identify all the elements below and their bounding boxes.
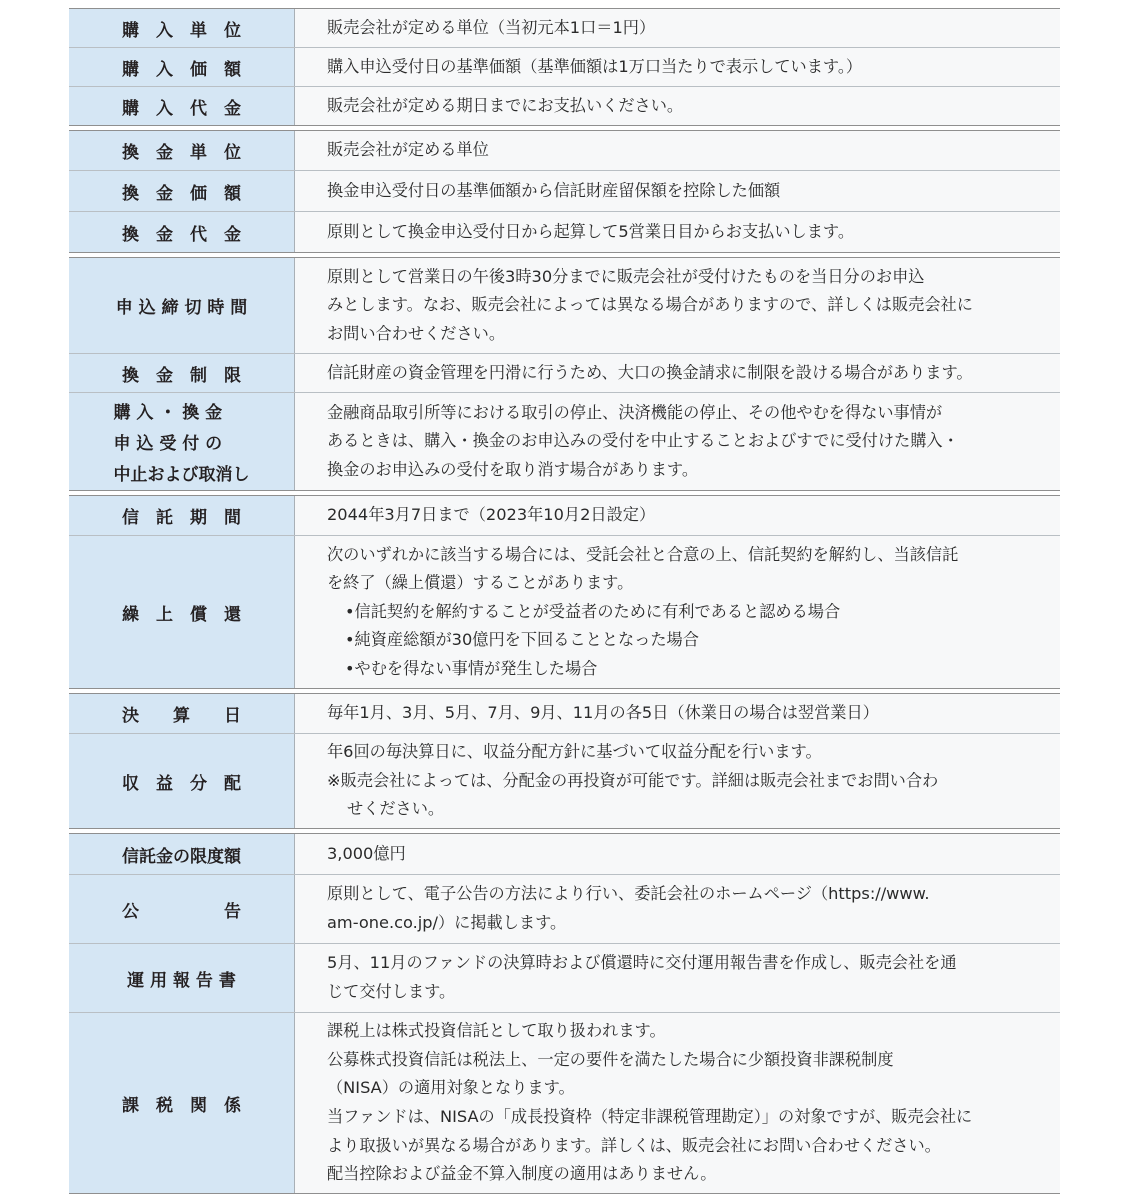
row-label-text: 申 込 締 切 時 間 bbox=[115, 298, 248, 318]
row-label-text: 購 入 ・ 換 金 bbox=[113, 403, 223, 423]
row-value bbox=[295, 131, 1060, 170]
row-label-text: 繰 上 償 還 bbox=[122, 604, 241, 625]
redemption-unit-row bbox=[69, 131, 1060, 170]
row-value-line: 購入申込受付日の基準価額（基準価額は1万口当たりで表示しています。） bbox=[327, 56, 863, 76]
row-value-line: 販売会社が定める期日までにお支払いください。 bbox=[327, 95, 684, 115]
row-value-line: 課税上は株式投資信託として取り扱われます。 bbox=[327, 1021, 666, 1041]
suspension-row bbox=[69, 392, 1060, 490]
row-value bbox=[295, 258, 1060, 353]
row-value-line: 当ファンドは、NISAの「成長投資枠（特定非課税管理勘定）」の対象ですが、販売会社に bbox=[327, 1107, 973, 1126]
row-value-line: より取扱いが異なる場合があります。詳しくは、販売会社にお問い合わせください。 bbox=[327, 1135, 941, 1155]
row-label bbox=[69, 944, 295, 1012]
row-label-text: 信託金の限度額 bbox=[122, 846, 241, 867]
redemption-limit-row bbox=[69, 353, 1060, 392]
row-value-line: 原則として換金申込受付日から起算して5営業日目からお支払いします。 bbox=[327, 221, 855, 241]
trust-limit-row bbox=[69, 834, 1060, 874]
row-label-text: 申 込 受 付 の bbox=[113, 434, 223, 454]
row-value-line: am-one.co.jp/）に掲載します。 bbox=[327, 913, 567, 932]
purchase-group bbox=[69, 8, 1060, 126]
order-group bbox=[69, 257, 1060, 491]
row-label bbox=[69, 694, 295, 733]
row-label-text: 運 用 報 告 書 bbox=[127, 970, 236, 991]
row-value bbox=[295, 834, 1060, 874]
row-label bbox=[69, 834, 295, 874]
row-value-line: 5月、11月のファンドの決算時および償還時に交付運用報告書を作成し、販売会社を通 bbox=[327, 953, 957, 973]
taxation-row bbox=[69, 1012, 1060, 1193]
row-value-line: •純資産総額が30億円を下回ることとなった場合 bbox=[345, 630, 699, 650]
row-label bbox=[69, 9, 295, 47]
row-value-line: ※販売会社によっては、分配金の再投資が可能です。詳細は販売会社までお問い合わ bbox=[327, 770, 939, 790]
row-value bbox=[295, 734, 1060, 828]
row-value-line: 原則として営業日の午後3時30分までに販売会社が受付けたものを当日分のお申込 bbox=[327, 266, 925, 286]
row-value-line: 年6回の毎決算日に、収益分配方針に基づいて収益分配を行います。 bbox=[327, 742, 822, 762]
row-label-text: 換 金 代 金 bbox=[122, 224, 241, 245]
row-label-text: 収 益 分 配 bbox=[122, 773, 241, 794]
row-value-line: お問い合わせください。 bbox=[327, 323, 506, 343]
row-value bbox=[295, 171, 1060, 211]
row-value-line: 3,000億円 bbox=[327, 843, 406, 863]
row-value bbox=[295, 212, 1060, 252]
row-label-text: 中止および取消し bbox=[113, 465, 250, 485]
row-label bbox=[69, 1013, 295, 1193]
row-value bbox=[295, 875, 1060, 943]
row-value-line: を終了（繰上償還）することがあります。 bbox=[327, 573, 634, 593]
row-value bbox=[295, 1013, 1060, 1193]
row-label-text: 課 税 関 係 bbox=[122, 1095, 241, 1116]
row-value bbox=[295, 496, 1060, 535]
row-value-line: じて交付します。 bbox=[327, 982, 456, 1001]
early-redemption-row bbox=[69, 535, 1060, 688]
row-value-line: 販売会社が定める単位（当初元本1口＝1円） bbox=[327, 17, 656, 37]
other-group bbox=[69, 833, 1060, 1194]
purchase-price-row bbox=[69, 47, 1060, 86]
row-label-text: 信 託 期 間 bbox=[122, 508, 241, 528]
row-value-line: 信託財産の資金管理を円滑に行うため、大口の換金請求に制限を設ける場合があります。 bbox=[327, 362, 973, 382]
row-label bbox=[69, 536, 295, 688]
row-label-text: 公 告 bbox=[122, 901, 241, 922]
row-value-line: 公募株式投資信託は税法上、一定の要件を満たした場合に少額投資非課税制度 bbox=[327, 1049, 894, 1069]
investment-report-row bbox=[69, 943, 1060, 1012]
row-label-text: 購 入 代 金 bbox=[122, 98, 241, 119]
row-value bbox=[295, 393, 1060, 490]
row-value-line: 販売会社が定める単位 bbox=[327, 140, 489, 160]
settlement-group bbox=[69, 693, 1060, 829]
distribution-row bbox=[69, 733, 1060, 828]
row-label-text: 購 入 単 位 bbox=[122, 20, 241, 41]
redemption-price-row bbox=[69, 170, 1060, 211]
row-value bbox=[295, 536, 1060, 688]
row-value bbox=[295, 944, 1060, 1012]
row-label bbox=[69, 212, 295, 252]
row-label-text: 購 入 価 額 bbox=[122, 59, 241, 80]
row-label bbox=[69, 258, 295, 353]
row-value bbox=[295, 9, 1060, 47]
fund-terms-table bbox=[69, 8, 1060, 1198]
row-label bbox=[69, 354, 295, 392]
row-label bbox=[69, 131, 295, 170]
row-value-line: •やむを得ない事情が発生した場合 bbox=[345, 658, 598, 678]
order-deadline-row bbox=[69, 258, 1060, 353]
redemption-payment-row bbox=[69, 211, 1060, 252]
row-label bbox=[69, 171, 295, 211]
settlement-date-row bbox=[69, 694, 1060, 733]
row-value bbox=[295, 354, 1060, 392]
row-label-text: 決 算 日 bbox=[122, 706, 241, 726]
redemption-group bbox=[69, 130, 1060, 253]
term-group bbox=[69, 495, 1060, 689]
row-label-text: 換 金 単 位 bbox=[122, 143, 241, 163]
row-label-text: 換 金 価 額 bbox=[122, 183, 241, 204]
public-notice-row bbox=[69, 874, 1060, 943]
purchase-payment-row bbox=[69, 86, 1060, 125]
row-value-line: 配当控除および益金不算入制度の適用はありません。 bbox=[327, 1164, 717, 1184]
row-value-line: 2044年3月7日まで（2023年10月2日設定） bbox=[327, 505, 656, 525]
row-value-line: 次のいずれかに該当する場合には、受託会社と合意の上、信託契約を解約し、当該信託 bbox=[327, 544, 959, 564]
row-value bbox=[295, 694, 1060, 733]
row-label bbox=[69, 48, 295, 86]
row-label bbox=[69, 87, 295, 125]
row-label-text: 換 金 制 限 bbox=[122, 365, 241, 386]
row-label bbox=[69, 393, 295, 490]
trust-period-row bbox=[69, 496, 1060, 535]
row-value-line: せください。 bbox=[347, 799, 445, 819]
row-value-line: 金融商品取引所等における取引の停止、決済機能の停止、その他やむを得ない事情が bbox=[327, 402, 943, 422]
row-value-line: 毎年1月、3月、5月、7月、9月、11月の各5日（休業日の場合は翌営業日） bbox=[327, 703, 879, 723]
row-value-line: みとします。なお、販売会社によっては異なる場合がありますので、詳しくは販売会社に bbox=[327, 295, 973, 315]
purchase-unit-row bbox=[69, 9, 1060, 47]
row-label bbox=[69, 875, 295, 943]
row-value bbox=[295, 48, 1060, 86]
row-value-line: 原則として、電子公告の方法により行い、委託会社のホームページ（https://www. bbox=[327, 884, 930, 904]
row-value bbox=[295, 87, 1060, 125]
row-value-line: •信託契約を解約することが受益者のために有利であると認める場合 bbox=[345, 601, 841, 621]
row-value-line: （NISA）の適用対象となります。 bbox=[327, 1078, 575, 1098]
row-label bbox=[69, 734, 295, 828]
row-value-line: 換金申込受付日の基準価額から信託財産留保額を控除した価額 bbox=[327, 180, 781, 200]
row-value-line: 換金のお申込みの受付を取り消す場合があります。 bbox=[327, 459, 699, 479]
row-label bbox=[69, 496, 295, 535]
row-value-line: あるときは、購入・換金のお申込みの受付を中止することおよびすでに受付けた購入・ bbox=[327, 431, 959, 451]
